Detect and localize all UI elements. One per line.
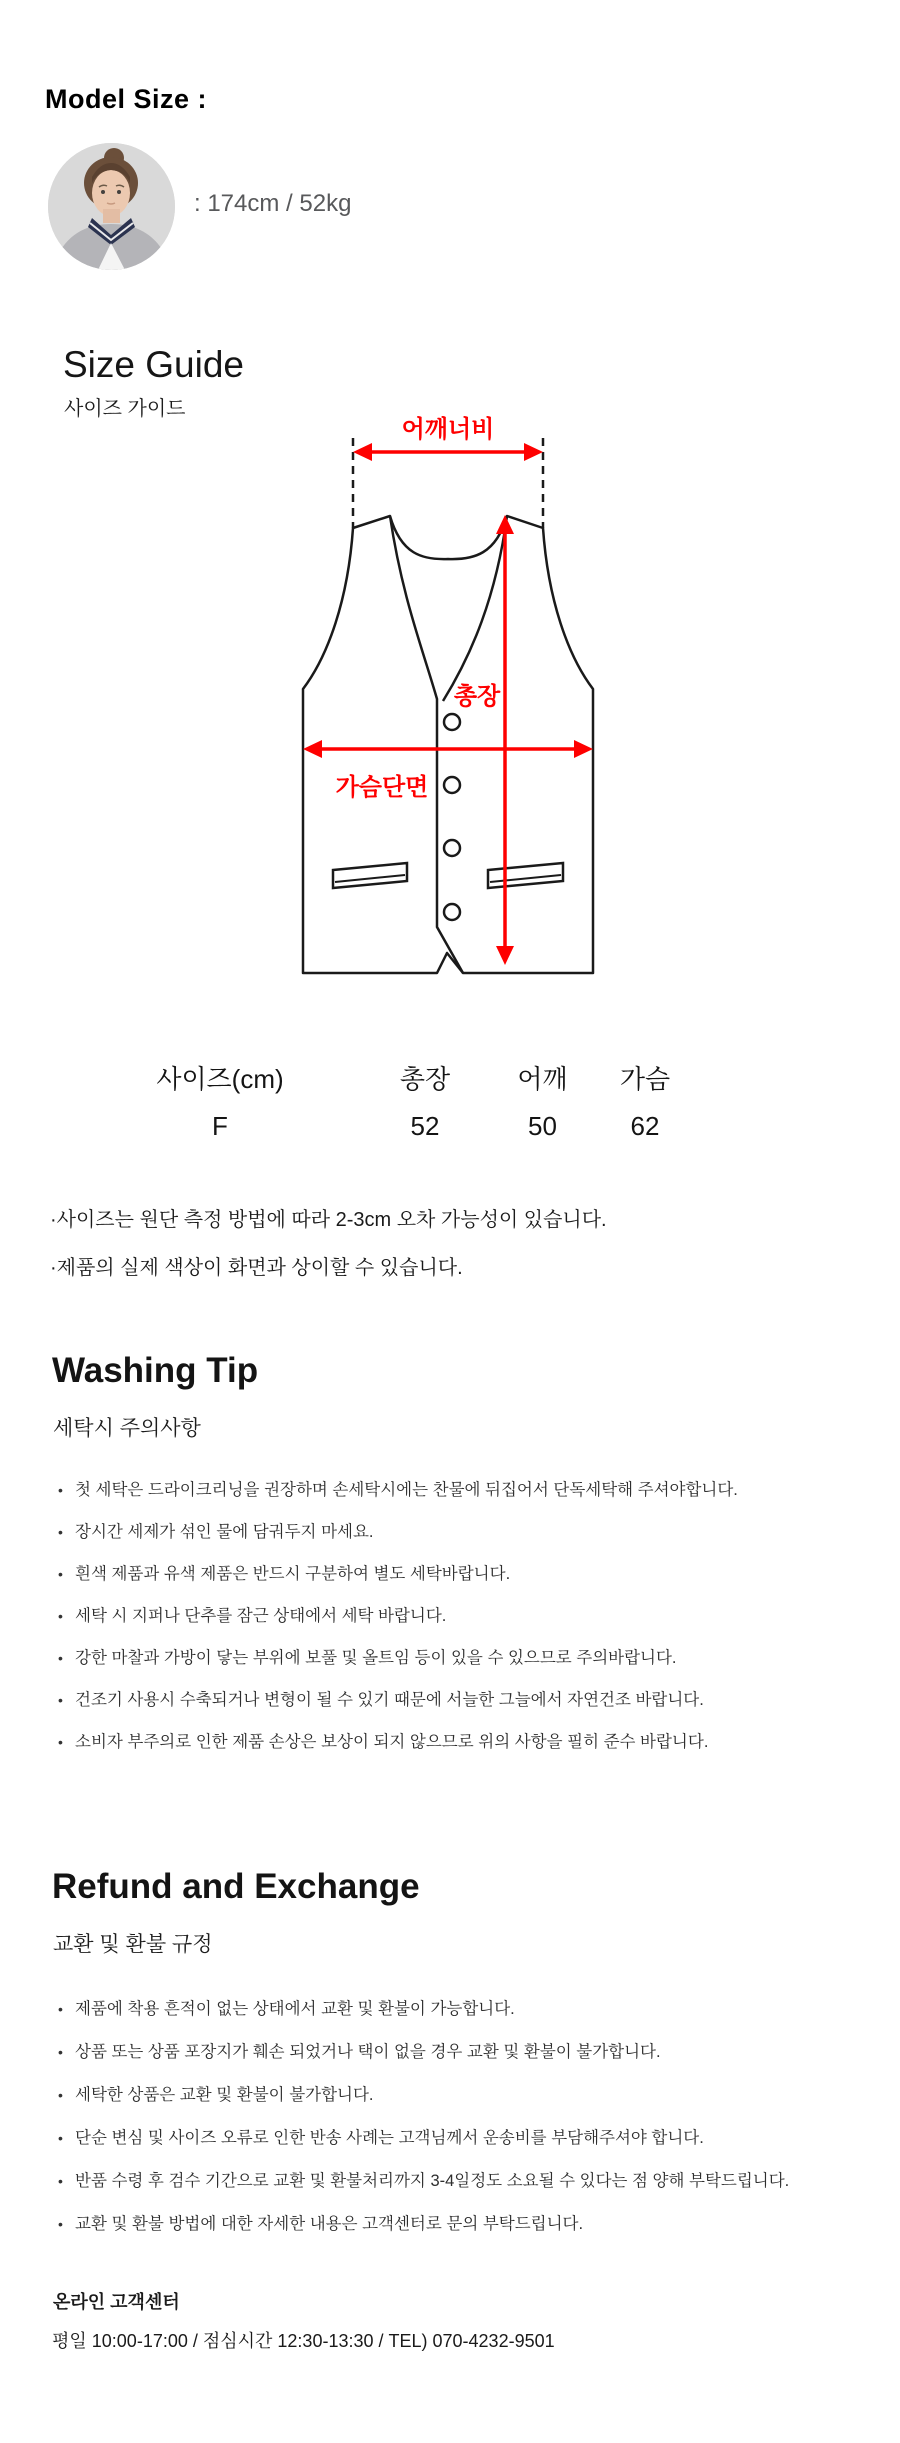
size-table-cell: F [212,1111,228,1141]
refund-rule-item: • 제품에 착용 흔적이 없는 상태에서 교환 및 환불이 가능합니다. [58,2000,789,2019]
size-table-cell: 50 [528,1111,557,1141]
refund-rule-item: • 단순 변심 및 사이즈 오류로 인한 반송 사례는 고객님께서 운송비를 부담해주셔야 합니다. [58,2129,789,2148]
washing-tip-title: Washing Tip [52,1351,259,1390]
size-table-cell: 62 [630,1111,660,1141]
washing-tip-list [58,1481,738,1775]
washing-tip-item: • 장시간 세제가 섞인 물에 담궈두지 마세요. [58,1523,738,1542]
model-avatar [48,143,175,270]
customer-center-title: 온라인 고객센터 [53,2292,180,2312]
vest-button [444,840,460,856]
size-table-cell: 52 [410,1111,440,1141]
size-table-header: 가슴 [619,1064,671,1094]
vest-button [444,777,460,793]
refund-rule-item: • 반품 수령 후 검수 기간으로 교환 및 환불처리까지 3-4일정도 소요될 수 있다는 점 양해 부탁드립니다. [58,2172,789,2191]
size-table-row [80,1103,695,1150]
washing-tip-item: • 세탁 시 지퍼나 단추를 잠근 상태에서 세탁 바랍니다. [58,1607,738,1626]
refund-rule-list [58,2000,789,2258]
refund-rule-item: • 교환 및 환불 방법에 대한 자세한 내용은 고객센터로 문의 부탁드립니다. [58,2215,789,2234]
size-table-header-row [80,1056,695,1103]
size-table-header: 사이즈(cm) [156,1064,284,1094]
total-length-label: 총장 [453,683,501,710]
washing-tip-item: • 건조기 사용시 수축되거나 변형이 될 수 있기 때문에 서늘한 그늘에서 자연건조 바랍니다. [58,1691,738,1710]
model-avatar-illustration [48,143,175,270]
shoulder-width-label: 어깨너비 [401,416,495,443]
size-guide-subtitle: 사이즈 가이드 [64,398,186,420]
chest-width-label: 가슴단면 [335,774,429,801]
washing-tip-subtitle: 세탁시 주의사항 [53,1417,201,1440]
size-guide-title: Size Guide [63,344,244,385]
refund-title: Refund and Exchange [52,1867,420,1906]
washing-tip-item: • 흰색 제품과 유색 제품은 반드시 구분하여 별도 세탁바랍니다. [58,1565,738,1584]
size-table-header: 총장 [399,1064,451,1094]
vest-measurement-diagram [240,402,660,992]
vest-button [444,904,460,920]
refund-rule-item: • 상품 또는 상품 포장지가 훼손 되었거나 택이 없을 경우 교환 및 환불이 불가합니다. [58,2043,789,2062]
washing-tip-item: • 소비자 부주의로 인한 제품 손상은 보상이 되지 않으므로 위의 사항을 필히 준수 바랍니다. [58,1733,738,1752]
model-stats-text: : 174cm / 52kg [194,190,352,217]
model-size-title: Model Size : [45,84,208,114]
size-table [80,1056,695,1150]
refund-rule-item: • 세탁한 상품은 교환 및 환불이 불가합니다. [58,2086,789,2105]
size-guide-heading-wrap [63,344,244,388]
size-table-header: 어깨 [517,1064,568,1094]
arrowhead-right [524,443,543,461]
vest-button [444,714,460,730]
washing-tip-item: • 강한 마찰과 가방이 닿는 부위에 보풀 및 올트임 등이 있을 수 있으므로 주의바랍니다. [58,1649,738,1668]
washing-tip-item: • 첫 세탁은 드라이크리닝을 권장하며 손세탁시에는 찬물에 뒤집어서 단독세탁해 주셔야합니다. [58,1481,738,1500]
arrowhead-left [353,443,372,461]
customer-center-hours: 평일 10:00-17:00 / 점심시간 12:30-13:30 / TEL) 070-4232-9501 [52,2331,555,2351]
size-note: ·사이즈는 원단 측정 방법에 따라 2-3cm 오차 가능성이 있습니다. [50,1209,607,1231]
refund-subtitle: 교환 및 환불 규정 [53,1933,213,1956]
size-note: ·제품의 실제 색상이 화면과 상이할 수 있습니다. [50,1257,463,1279]
